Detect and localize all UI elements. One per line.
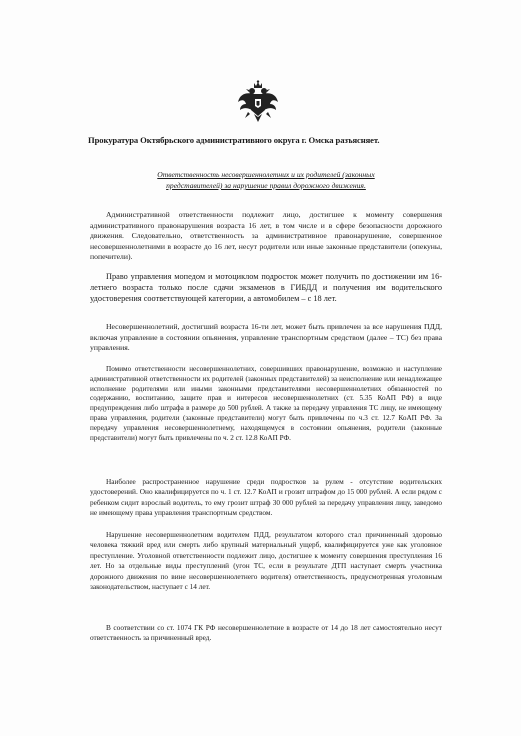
paragraph-civil-code: В соответствии со ст. 1074 ГК РФ несовершеннолетние в возрасте от 14 до 18 лет самостоятельно несут ответственность за причиненный вред. xyxy=(90,623,442,643)
paragraph-minor-16: Несовершеннолетний, достигший возраста 16-ти лет, может быть привлечен за все нарушения ПДД, включая управление в состоянии опьянения, управление транспортным средством (далее – ТС) без права управления. xyxy=(90,322,442,353)
paragraph-parents-liability: Помимо ответственности несовершеннолетних, совершивших правонарушение, возможно и наступление административной ответственности их родителей (законных представителей) за неисполнение или ненадлежащее исполнение родителями или иными законными представителями несовершеннолетних обязанностей по содержанию, воспитанию, защите прав и интересов несовершеннолетних (ст. 5.35 КоАП РФ) в виде предупреждения либо штрафа в размере до 500 рублей. А также за передачу управления ТС лицу, не имеющему права управления, родители (законные представители) могут быть привлечены по ч.3 ст. 12.7 КоАП РФ. За передачу управления несовершеннолетнему, находящемуся в состоянии опьянения, родители (законные представители) могут быть привлечены по ч. 2 ст. 12.8 КоАП РФ. xyxy=(90,365,442,442)
paragraph-age-liability: Административной ответственности подлежит лицо, достигшее к моменту совершения административного правонарушения возраста 16 лет, в том числе и в сфере безопасности дорожного движения. Следовательно, ответственность за административное правонарушение, совершенное несовершеннолетними в возрасте до 16 лет, несут родители или иные законные представители (опекуны, попечители). xyxy=(90,210,442,262)
document-subtitle xyxy=(116,169,416,191)
subtitle-line-2: представителей) за нарушение правил дорожного движения. xyxy=(166,181,366,190)
coat-of-arms-icon xyxy=(236,80,280,124)
paragraph-criminal-liability: Нарушение несовершеннолетним водителем ПДД, результатом которого стал причиненный здоровью человека тяжкий вред или смерть либо крупный материальный ущерб, квалифицируется уже как уголовное преступление. Уголовной ответственности подлежит лицо, достигшее к моменту совершения преступления 16 лет. Но за отдельные виды преступлений (угон ТС, если в результате ДТП наступает смерть участника дорожного движения по вине несовершеннолетнего водителя) ответственность, предусмотренная уголовным законодательством, наступает с 14 лет. xyxy=(90,530,442,592)
paragraph-common-violation: Наиболее распространенное нарушение среди подростков за рулем - отсутствие водительских удостоверений. Оно квалифицируется по ч. 1 ст. 12.7 КоАП и грозит штрафом до 15 000 рублей. А если рядом с ребенком сидит взрослый водитель, то ему грозит штраф 30 000 рублей за передачу управления лицу, заведомо не имеющему права управления транспортным средством. xyxy=(90,477,442,517)
paragraph-driving-rights: Право управления мопедом и мотоциклом подросток может получить по достижении им 16-летнего возраста только после сдачи экзаменов в ГИБДД и получения им водительского удостоверения соответствующей категории, а автомобилем – с 18 лет. xyxy=(90,272,442,303)
document-heading: Прокуратура Октябрьского административного округа г. Омска разъясняет. xyxy=(88,135,380,145)
subtitle-line-1: Ответственность несовершеннолетних и их родителей (законных xyxy=(157,170,375,179)
